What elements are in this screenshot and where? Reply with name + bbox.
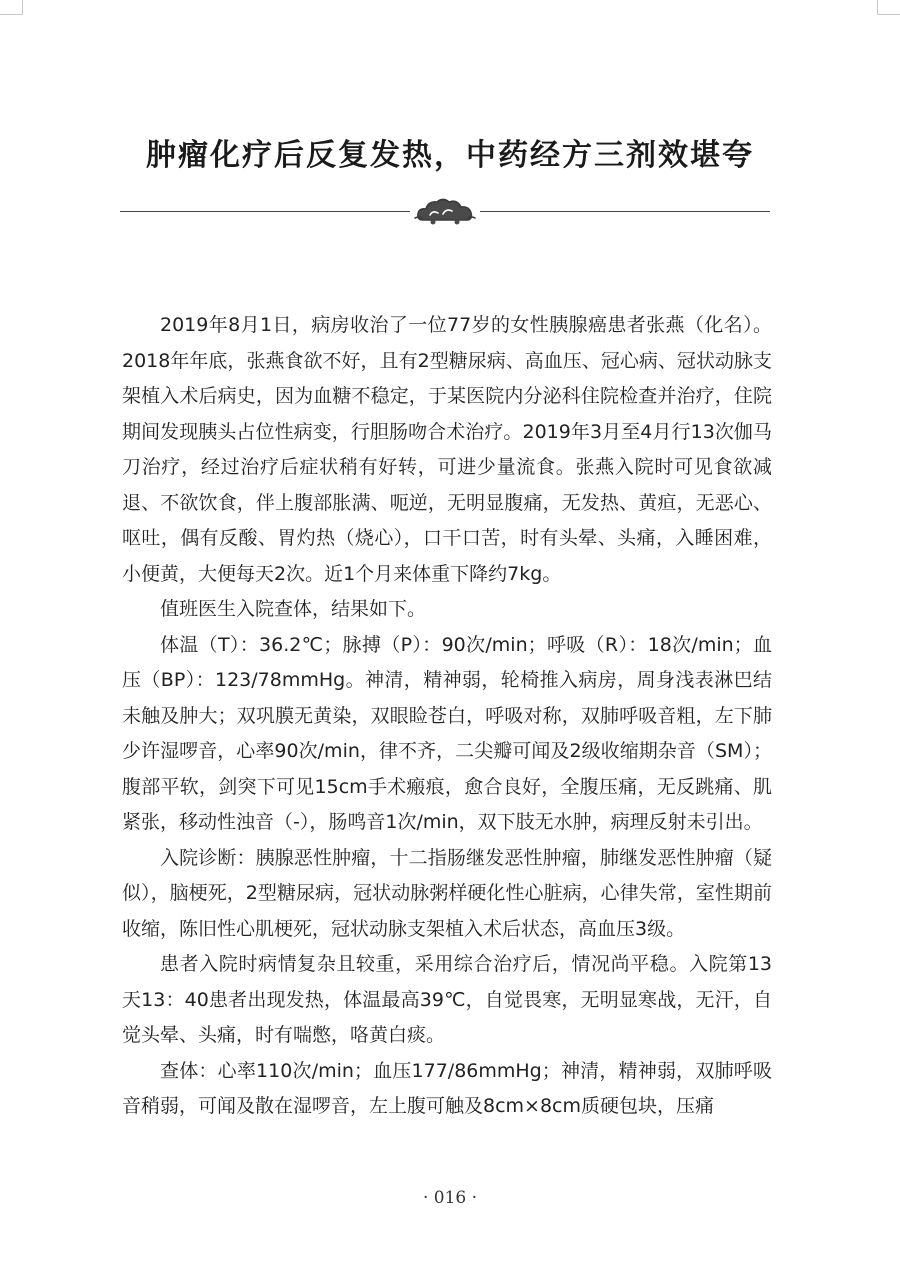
page-title: 肿瘤化疗后反复发热，中药经方三剂效堪夸 [146,138,754,173]
divider-line-right [480,211,770,212]
body-text [122,308,772,1125]
cloud-ornament-icon [413,196,477,228]
divider-line-left [120,211,410,212]
paragraph-diagnosis: 入院诊断：胰腺恶性肿瘤，十二指肠继发恶性肿瘤，肺继发恶性肿瘤（疑似），脑梗死，2型糖尿病，冠状动脉粥样硬化性心脏病，心律失常，室性期前收缩，陈旧性心肌梗死，冠状动脉支架植入术后状态，高血压3级。 [122,846,772,940]
paragraph-vital-signs: 体温（T）：36.2℃；脉搏（P）：90次/min；呼吸（R）：18次/min；血压（BP）：123/78mmHg。神清，精神弱，轮椅推入病房，周身浅表淋巴结未触及肿大；双巩膜无黄染，双眼睑苍白，呼吸对称，双肺呼吸音粗，左下肺少许湿啰音，心率90次/min，律不齐，二尖瓣可闻及2级收缩期杂音（SM）；腹部平软，剑突下可见15cm手术瘢痕，愈合良好，全腹压痛，无反跳痛、肌紧张，移动性浊音（-），肠鸣音1次/min，双下肢无水肿，病理反射未引出。 [122,633,772,833]
crop-mark-left [0,0,23,15]
paragraph-exam-intro: 值班医生入院查体，结果如下。 [160,598,427,620]
paragraph-case-history: 2019年8月1日，病房收治了一位77岁的女性胰腺癌患者张燕（化名）。2018年年底，张燕食欲不好，且有2型糖尿病、高血压、冠心病、冠状动脉支架植入术后病史，因为血糖不稳定，于某医院内分泌科住院检查并治疗，住院期间发现胰头占位性病变，行胆肠吻合术治疗。2019年3月至4月行13次伽马刀治疗，经过治疗后症状稍有好转，可进少量流食。张燕入院时可见食欲减退、不欲饮食，伴上腹部胀满、呃逆，无明显腹痛，无发热、黄疸，无恶心、呕吐，偶有反酸、胃灼热（烧心），口干口苦，时有头晕、头痛，入睡困难，小便黄，大便每天2次。近1个月来体重下降约7kg。 [122,314,772,585]
paragraph-exam-followup: 查体：心率110次/min；血压177/86mmHg；神清，精神弱，双肺呼吸音稍弱，可闻及散在湿啰音，左上腹可触及8cm×8cm质硬包块，压痛 [122,1059,772,1117]
paragraph-fever-onset: 患者入院时病情复杂且较重，采用综合治疗后，情况尚平稳。入院第13天13：40患者出现发热，体温最高39℃，自觉畏寒，无明显寒战，无汗，自觉头晕、头痛，时有喘憋，咯黄白痰。 [122,953,772,1046]
crop-mark-right [877,0,900,15]
page-number: · 016 · [422,1188,478,1208]
title-divider [120,196,770,228]
